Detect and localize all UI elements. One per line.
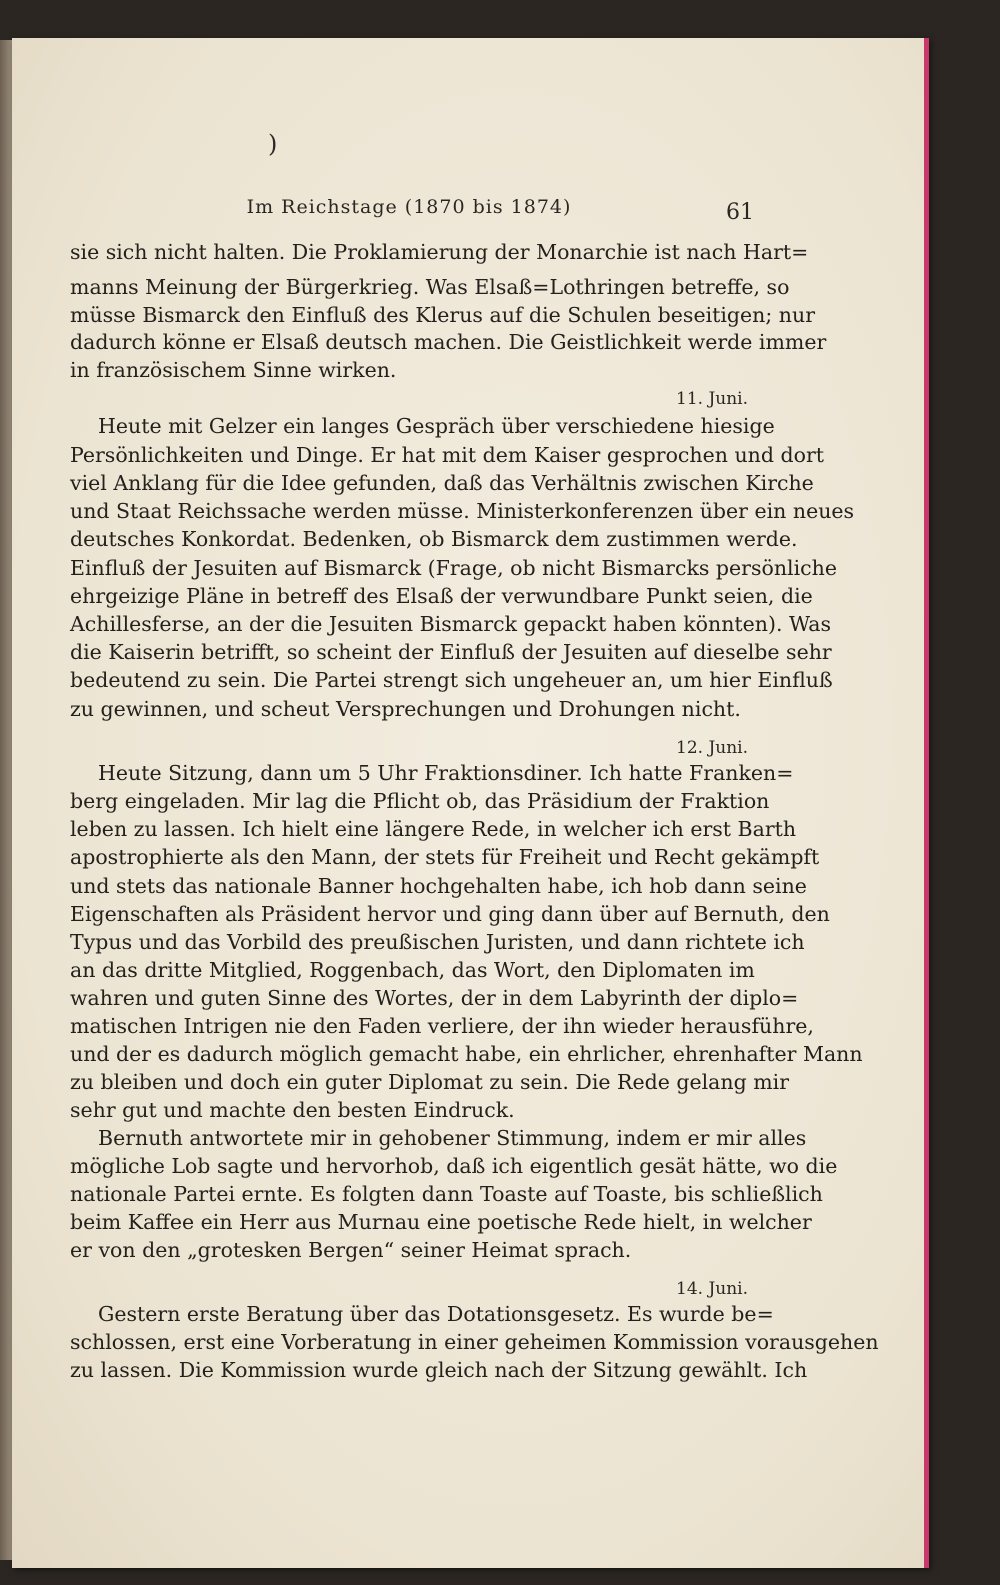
text-line: Eigenschaften als Präsident hervor und ging dann über auf Bernuth, den: [70, 902, 830, 926]
text-line: Gestern erste Beratung über das Dotationsgesetz. Es wurde be=: [98, 1302, 774, 1326]
text-line: schlossen, erst eine Vorberatung in einer geheimen Kommission vorausgehen: [70, 1330, 879, 1354]
text-line: berg eingeladen. Mir lag die Pflicht ob, das Präsidium der Fraktion: [70, 789, 770, 813]
text-line: beim Kaffee ein Herr aus Murnau eine poetische Rede hielt, in welcher: [70, 1210, 812, 1234]
text-line: deutsches Konkordat. Bedenken, ob Bismarck dem zustimmen werde.: [70, 527, 798, 551]
text-line: leben zu lassen. Ich hielt eine längere Rede, in welcher ich erst Barth: [70, 817, 797, 841]
text-line: sehr gut und machte den besten Eindruck.: [70, 1098, 515, 1122]
text-line: apostrophierte als den Mann, der stets für Freiheit und Recht gekämpft: [70, 845, 820, 869]
text-line: viel Anklang für die Idee gefunden, daß das Verhältnis zwischen Kirche: [70, 471, 814, 495]
text-line: Typus und das Vorbild des preußischen Juristen, und dann richtete ich: [70, 930, 805, 954]
text-line: Heute mit Gelzer ein langes Gespräch über verschiedene hiesige: [98, 414, 775, 438]
text-line: Bernuth antwortete mir in gehobener Stimmung, indem er mir alles: [98, 1126, 807, 1150]
text-line: zu bleiben und doch ein guter Diplomat zu sein. Die Rede gelang mir: [70, 1070, 790, 1094]
running-header: Im Reichstage (1870 bis 1874): [246, 196, 572, 218]
text-line: matischen Intrigen nie den Faden verliere, der ihn wieder herausführe,: [70, 1014, 814, 1038]
text-line: und stets das nationale Banner hochgehalten habe, ich hob dann seine: [70, 874, 807, 898]
text-line: er von den „grotesken Bergen“ seiner Heimat sprach.: [70, 1238, 632, 1262]
text-line: ehrgeizige Pläne in betreff des Elsaß der verwundbare Punkt seien, die: [70, 584, 813, 608]
text-line: an das dritte Mitglied, Roggenbach, das Wort, den Diplomaten im: [70, 958, 755, 982]
page-number: 61: [726, 200, 754, 225]
text-line: die Kaiserin betrifft, so scheint der Einfluß der Jesuiten auf dieselbe sehr: [70, 640, 832, 664]
date-heading: 12. Juni.: [676, 738, 748, 758]
text-line: wahren und guten Sinne des Wortes, der in dem Labyrinth der diplo=: [70, 986, 799, 1010]
text-line: zu gewinnen, und scheut Versprechungen und Drohungen nicht.: [70, 697, 741, 721]
text-line: Einfluß der Jesuiten auf Bismarck (Frage, ob nicht Bismarcks persönliche: [70, 556, 837, 580]
date-heading: 11. Juni.: [676, 389, 748, 409]
text-line: Persönlichkeiten und Dinge. Er hat mit dem Kaiser gesprochen und dort: [70, 443, 824, 467]
text-line: bedeutend zu sein. Die Partei strengt sich ungeheuer an, um hier Einfluß: [70, 668, 833, 692]
text-line: nationale Partei ernte. Es folgten dann Toaste auf Toaste, bis schließlich: [70, 1182, 823, 1206]
date-heading: 14. Juni.: [676, 1279, 748, 1299]
text-line: mögliche Lob sagte und hervorhob, daß ich eigentlich gesät hätte, wo die: [70, 1154, 838, 1178]
margin-mark: ): [268, 130, 278, 158]
text-line: zu lassen. Die Kommission wurde gleich nach der Sitzung gewählt. Ich: [70, 1358, 808, 1382]
text-line: und Staat Reichssache werden müsse. Ministerkonferenzen über ein neues: [70, 499, 855, 523]
text-line: Achillesferse, an der die Jesuiten Bismarck gepackt haben könnten). Was: [70, 612, 832, 636]
text-line: und der es dadurch möglich gemacht habe, ein ehrlicher, ehrenhafter Mann: [70, 1042, 863, 1066]
text-line: dadurch könne er Elsaß deutsch machen. Die Geistlichkeit werde immer: [70, 330, 827, 354]
text-line: sie sich nicht halten. Die Proklamierung der Monarchie ist nach Hart=: [70, 240, 809, 264]
text-line: manns Meinung der Bürgerkrieg. Was Elsaß=Lothringen betreffe, so: [70, 275, 790, 299]
text-line: Heute Sitzung, dann um 5 Uhr Fraktionsdiner. Ich hatte Franken=: [98, 761, 794, 785]
book-page: [12, 38, 929, 1568]
text-line: müsse Bismarck den Einfluß des Klerus auf die Schulen beseitigen; nur: [70, 303, 816, 327]
text-line: in französischem Sinne wirken.: [70, 358, 397, 382]
